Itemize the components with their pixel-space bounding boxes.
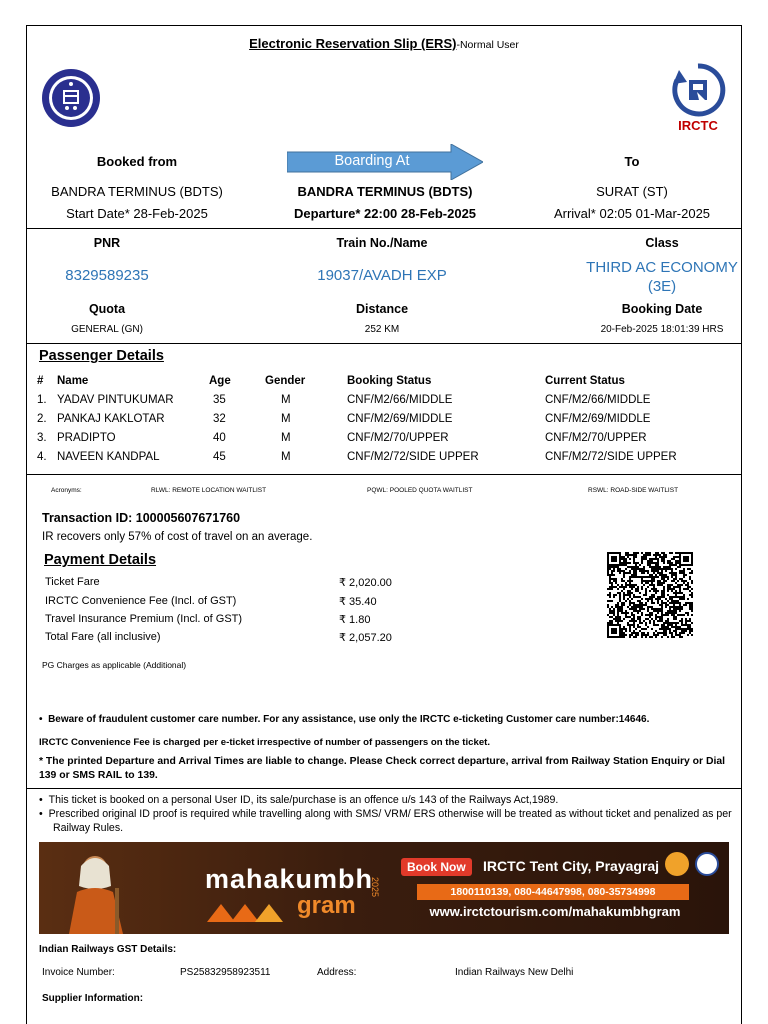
indian-railways-logo-icon (41, 68, 101, 128)
cell-booking-status: CNF/M2/72/SIDE UPPER (347, 450, 479, 463)
bullet-text: Prescribed original ID proof is required while travelling along with SMS/ VRM/ ERS otherwise will be treated as without ticket and penalized as per Railway Rules. (48, 808, 732, 834)
table-row (37, 409, 705, 428)
booking-date-value: 20-Feb-2025 18:01:39 HRS (600, 324, 724, 335)
col-name: Name (57, 374, 89, 387)
banner-url[interactable]: www.irctctourism.com/mahakumbhgram (429, 904, 681, 919)
bullet-text: This ticket is booked on a personal User ID, its sale/purchase is an offence u/s 143 of the Railways Act,1989. (48, 794, 559, 806)
pnr-number: 8329589235 (65, 267, 149, 284)
payment-item-value: ₹ 2,057.20 (339, 632, 392, 644)
to-label: To (624, 154, 640, 169)
start-date: Start Date* 28-Feb-2025 (66, 206, 208, 221)
cell-index: 2. (37, 412, 47, 425)
timing-note: * The printed Departure and Arrival Times are liable to change. Please Check correct departure, arrival from Railway Station Enquiry or Dial 139 or SMS RAIL to 139. (39, 756, 726, 781)
divider (27, 343, 741, 344)
banner-year: 2025 (370, 876, 381, 898)
col-gender: Gender (265, 374, 306, 387)
col-index: # (37, 374, 44, 387)
id-ticket-bullet (39, 793, 729, 807)
from-station: BANDRA TERMINUS (BDTS) (51, 184, 223, 199)
cell-gender: M (281, 412, 291, 425)
banner-phones: 1800110139, 080-44647998, 080-35734998 (417, 884, 689, 900)
cell-index: 4. (37, 450, 47, 463)
cell-booking-status: CNF/M2/66/MIDDLE (347, 393, 453, 406)
cell-gender: M (281, 450, 291, 463)
cell-current-status: CNF/M2/70/UPPER (545, 431, 647, 444)
convenience-fee-note: IRCTC Convenience Fee is charged per e-ticket irrespective of number of passengers on the ticket. (39, 737, 491, 748)
table-row (37, 428, 705, 447)
payment-item-value: ₹ 2,020.00 (339, 577, 392, 589)
cost-recovery-text: IR recovers only 57% of cost of travel on an average. (42, 531, 313, 543)
acronym-pqwl: PQWL: POOLED QUOTA WAITLIST (367, 487, 473, 494)
cell-age: 35 (213, 393, 226, 406)
payment-item-label: Total Fare (all inclusive) (45, 631, 161, 643)
divider (27, 228, 741, 229)
boarding-arrow (287, 144, 483, 180)
cell-age: 40 (213, 431, 226, 444)
cell-current-status: CNF/M2/69/MIDDLE (545, 412, 651, 425)
acronyms-label: Acronyms: (51, 487, 82, 494)
acronym-rswl: RSWL: ROAD-SIDE WAITLIST (588, 487, 679, 494)
divider (27, 788, 741, 789)
passenger-table-header (37, 371, 705, 390)
id-proof-bullet (39, 807, 733, 835)
title-subtitle: -Normal User (456, 39, 519, 51)
distance-value: 252 KM (364, 324, 400, 335)
quota-value: GENERAL (GN) (71, 324, 143, 335)
address-value: Indian Railways New Delhi (455, 967, 574, 978)
cell-name: YADAV PINTUKUMAR (57, 393, 174, 406)
payment-item-value: ₹ 35.40 (339, 596, 377, 608)
ers-ticket (26, 25, 742, 1024)
irctc-logo-text: IRCTC (678, 118, 718, 133)
col-age: Age (209, 374, 231, 387)
pg-charges-note: PG Charges as applicable (Additional) (42, 660, 187, 670)
book-now-badge[interactable]: Book Now (401, 858, 472, 876)
class-line2: (3E) (647, 278, 677, 295)
bullet: • (39, 714, 49, 725)
fraud-warning-text: Beware of fraudulent customer care number. For any assistance, use only the IRCTC e-ticketing Customer care number:14646. (48, 714, 650, 725)
pnr-label: PNR (93, 236, 121, 250)
cell-age: 32 (213, 412, 226, 425)
passenger-table (37, 371, 705, 466)
train-name: 19037/AVADH EXP (317, 267, 447, 284)
banner-brand-bottom: gram (297, 892, 356, 919)
transaction-id: Transaction ID: 100005607671760 (42, 511, 241, 525)
cell-index: 3. (37, 431, 47, 444)
mahakumbh-banner[interactable] (39, 842, 729, 934)
boarding-station: BANDRA TERMINUS (BDTS) (297, 184, 473, 199)
invoice-number: PS25832958923511 (180, 967, 271, 978)
irctc-logo-icon (665, 62, 731, 138)
qr-code-icon (607, 552, 693, 638)
cell-name: NAVEEN KANDPAL (57, 450, 160, 463)
tent-icon (207, 900, 293, 927)
col-booking-status: Booking Status (347, 374, 432, 387)
to-station: SURAT (ST) (596, 184, 668, 199)
fraud-warning (39, 714, 649, 725)
departure-time: Departure* 22:00 28-Feb-2025 (293, 206, 477, 221)
col-current-status: Current Status (545, 374, 625, 387)
arrival-time: Arrival* 02:05 01-Mar-2025 (553, 206, 711, 221)
booked-from-label: Booked from (96, 154, 178, 169)
class-label: Class (645, 236, 679, 250)
cell-age: 45 (213, 450, 226, 463)
address-label: Address: (317, 967, 357, 978)
banner-brand-top: mahakumbh (205, 864, 374, 894)
distance-label: Distance (355, 302, 409, 316)
acronym-rlwl: RLWL: REMOTE LOCATION WAITLIST (151, 487, 267, 494)
passenger-details-heading: Passenger Details (39, 348, 164, 364)
payment-item-label: Ticket Fare (45, 576, 100, 588)
gst-heading: Indian Railways GST Details: (39, 944, 177, 955)
cell-index: 1. (37, 393, 47, 406)
cell-booking-status: CNF/M2/69/MIDDLE (347, 412, 453, 425)
cell-gender: M (281, 431, 291, 444)
invoice-label: Invoice Number: (42, 967, 115, 978)
train-label: Train No./Name (336, 236, 428, 250)
class-name (567, 258, 757, 296)
class-line1: THIRD AC ECONOMY (586, 259, 738, 276)
payment-item-label: IRCTC Convenience Fee (Incl. of GST) (45, 595, 237, 607)
supplier-info-label: Supplier Information: (42, 993, 144, 1004)
banner-headline: IRCTC Tent City, Prayagraj (483, 858, 660, 874)
cell-name: PRADIPTO (57, 431, 116, 444)
table-row (37, 447, 705, 466)
quota-label: Quota (88, 302, 126, 316)
bullet: • (39, 794, 49, 806)
booking-date-label: Booking Date (621, 302, 703, 316)
bullet: • (39, 808, 49, 820)
payment-details-heading: Payment Details (44, 552, 157, 568)
payment-item-value: ₹ 1.80 (339, 614, 371, 626)
divider (27, 474, 741, 475)
cell-gender: M (281, 393, 291, 406)
table-row (37, 390, 705, 409)
banner-badge-icon (665, 852, 689, 876)
payment-item-label: Travel Insurance Premium (Incl. of GST) (45, 613, 243, 625)
cell-name: PANKAJ KAKLOTAR (57, 412, 165, 425)
cell-booking-status: CNF/M2/70/UPPER (347, 431, 449, 444)
sadhu-figure-icon (51, 848, 137, 934)
document-title (27, 36, 741, 51)
irctc-small-icon (695, 852, 719, 876)
boarding-at-label: Boarding At (334, 153, 410, 169)
cell-current-status: CNF/M2/66/MIDDLE (545, 393, 651, 406)
title-text: Electronic Reservation Slip (ERS) (249, 36, 457, 51)
cell-current-status: CNF/M2/72/SIDE UPPER (545, 450, 677, 463)
